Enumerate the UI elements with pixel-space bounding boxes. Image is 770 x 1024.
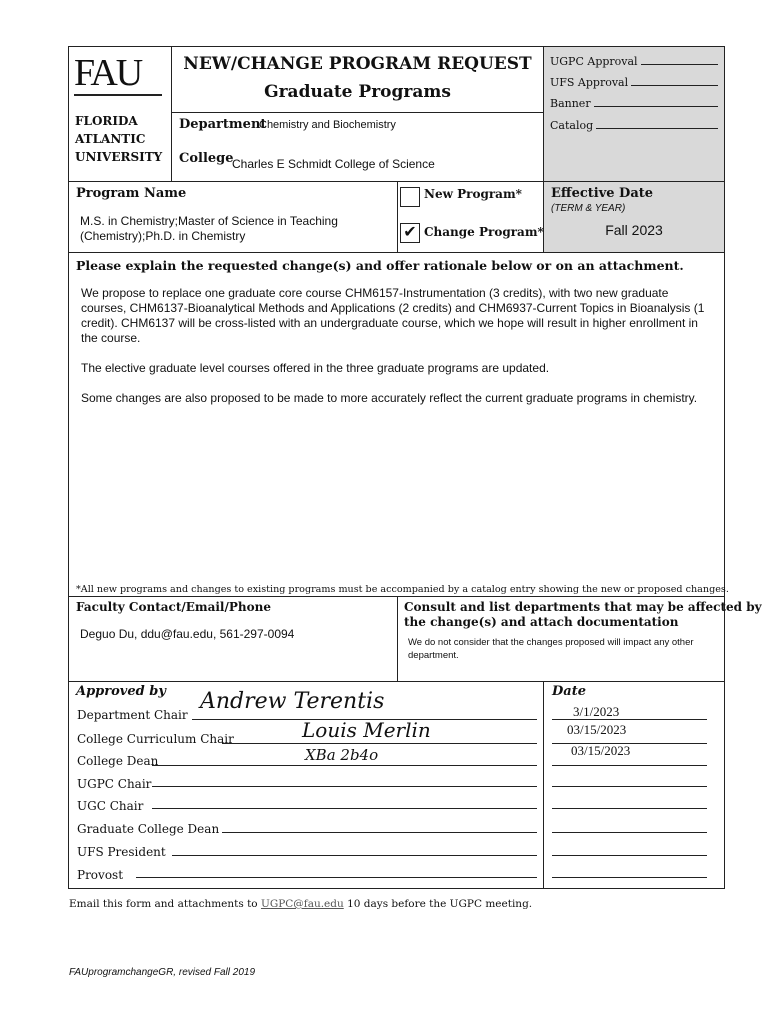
effective-date-value[interactable]: Fall 2023 [605,222,663,238]
date-department-chair[interactable]: 3/1/2023 [573,704,620,719]
consult-value-line: We do not consider that the changes proposed will impact any other [408,637,694,648]
dates-section [543,681,725,889]
date-line[interactable] [552,786,707,787]
form-title: NEW/CHANGE PROGRAM REQUEST [183,54,532,74]
checkmark-icon: ✔ [403,224,417,241]
consult-label [404,600,762,630]
consult-label-line: Consult and list departments that may be affected by [404,600,762,614]
email-suffix: 10 days before the UGPC meeting. [343,898,533,910]
signature-line[interactable] [172,855,537,856]
rationale-heading: Please explain the requested change(s) and offer rationale below or on an attachment. [76,258,684,273]
date-line [552,765,707,766]
date-college-curriculum-chair[interactable]: 03/15/2023 [567,722,627,737]
program-name-line: M.S. in Chemistry;Master of Science in Teaching [80,214,338,228]
signature-line[interactable] [222,832,537,833]
college-value[interactable]: Charles E Schmidt College of Science [232,157,435,171]
date-line [552,719,707,720]
date-line[interactable] [552,855,707,856]
role-department-chair: Department Chair [77,708,188,722]
role-graduate-college-dean: Graduate College Dean [77,822,220,836]
signature-college-dean[interactable]: XBa 2b4o [305,746,379,764]
role-ugc-chair: UGC Chair [77,799,144,813]
catalog-footnote: *All new programs and changes to existing programs must be accompanied by a catalog entry showing the new or proposed changes. [76,584,729,595]
ugpc-approval-label: UGPC Approval [550,55,718,68]
email-instructions [69,898,532,910]
role-provost: Provost [77,868,124,882]
banner-label: Banner [550,97,718,110]
date-college-dean[interactable]: 03/15/2023 [571,743,631,758]
change-program-label: Change Program* [424,225,544,239]
ufs-approval-label: UFS Approval [550,76,718,89]
university-line: UNIVERSITY [75,150,163,164]
signature-college-curriculum-chair[interactable]: Louis Merlin [302,718,431,742]
change-program-checkbox[interactable] [400,223,420,243]
signature-line[interactable] [152,808,537,809]
role-college-dean: College Dean [77,754,159,768]
date-label: Date [552,684,586,699]
signature-line [152,765,537,766]
email-prefix: Email this form and attachments to [69,898,261,910]
college-label: College [179,151,234,166]
ugpc-email-link[interactable]: UGPC@fau.edu [260,898,344,910]
program-name-value[interactable] [80,214,338,244]
university-line: ATLANTIC [75,132,146,146]
program-name-label: Program Name [76,186,187,201]
rationale-paragraph: We propose to replace one graduate core course CHM6157-Instrumentation (3 credits), with two new graduate courses, CHM6137-Bioanalytical Methods and Applications (2 credits) and CHM6937-Current Topics in Bioanalysis (1 credit). CHM6137 will be cross-listed with an undergraduate course, which we hope will result in higher enrollment in the course. [81,286,705,345]
form-subtitle: Graduate Programs [264,82,451,102]
effective-date-label: Effective Date [551,186,654,201]
signature-line[interactable] [136,877,537,878]
rationale-text[interactable] [81,286,711,406]
consult-value[interactable] [408,636,694,662]
new-program-checkbox[interactable] [400,187,420,207]
department-label: Department [179,117,267,132]
university-line: FLORIDA [75,114,138,128]
catalog-label: Catalog [550,119,718,132]
date-line[interactable] [552,877,707,878]
rationale-paragraph: The elective graduate level courses offered in the three graduate programs are updated. [81,361,550,375]
date-line[interactable] [552,808,707,809]
role-ufs-president: UFS President [77,845,166,859]
signature-line[interactable] [152,786,537,787]
role-ugpc-chair: UGPC Chair [77,777,152,791]
department-value[interactable]: Chemistry and Biochemistry [259,119,396,131]
effective-date-hint: (TERM & YEAR) [551,203,626,214]
program-name-line: (Chemistry);Ph.D. in Chemistry [80,229,246,243]
consult-label-line: the change(s) and attach documentation [404,615,679,629]
date-line[interactable] [552,832,707,833]
university-name [75,112,162,166]
rationale-paragraph: Some changes are also proposed to be made to more accurately reflect the current graduate programs in chemistry. [81,391,698,405]
consult-value-line: department. [408,650,459,661]
fau-logo: FAU [74,54,166,102]
contact-value[interactable]: Deguo Du, ddu@fau.edu, 561-297-0094 [80,627,295,641]
signature-line [222,743,537,744]
contact-label: Faculty Contact/Email/Phone [76,600,271,614]
approved-by-label: Approved by [76,684,166,699]
revision-note: FAUprogramchangeGR, revised Fall 2019 [69,967,256,978]
new-program-label: New Program* [424,187,522,201]
role-college-curriculum-chair: College Curriculum Chair [77,732,234,746]
signature-department-chair[interactable]: Andrew Terentis [200,689,385,714]
